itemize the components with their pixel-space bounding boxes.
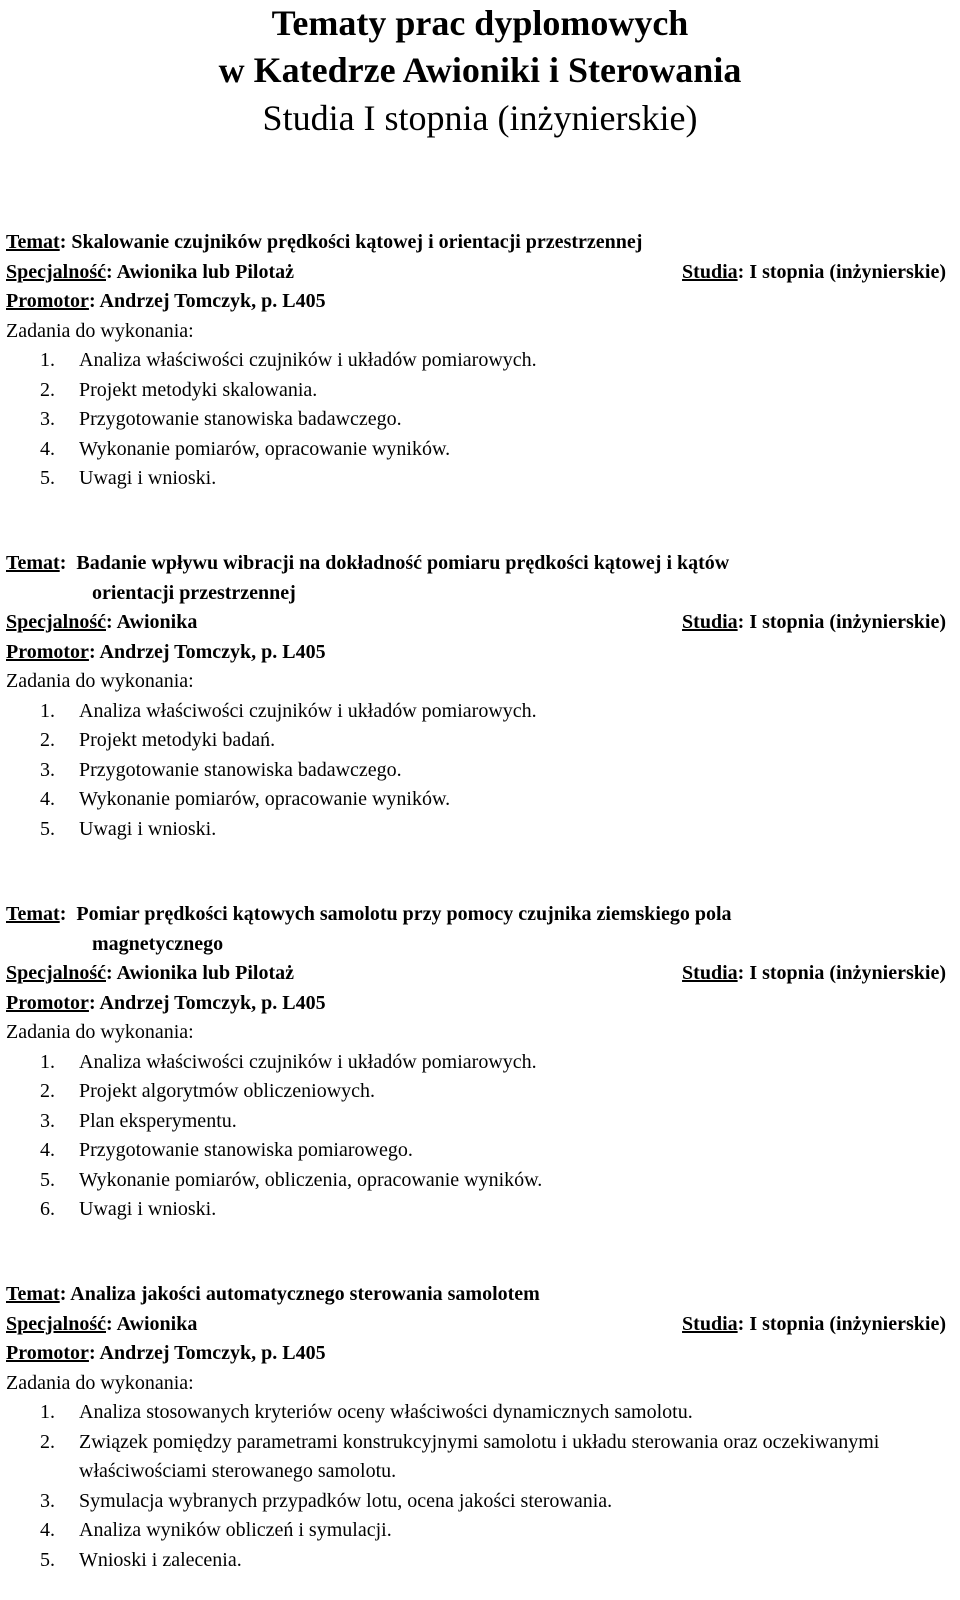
- studies-value: I stopnia (inżynierskie): [749, 260, 946, 283]
- promoter-row: Promotor: Andrzej Tomczyk, p. L405: [6, 640, 326, 663]
- temat-label: Temat: [6, 1283, 60, 1305]
- specialty-row: Specjalność: Awionika Studia: I stopnia (inżynierskie): [6, 608, 956, 638]
- tasks-heading: Zadania do wykonania:: [6, 670, 194, 692]
- task-item: 4. Wykonanie pomiarów, opracowanie wyników.: [40, 788, 451, 810]
- specialty-row: Specjalność: Awionika lub Pilotaż Studia: I stopnia (inżynierskie): [6, 959, 956, 989]
- specialty-label: Specjalność: [6, 1312, 106, 1335]
- task-item: 2. Związek pomiędzy parametrami konstrukcyjnymi samolotu i układu sterowania oraz oczekiwanymi właściwościami sterowanego samolotu.: [40, 1430, 880, 1482]
- header-subtitle: Studia I stopnia (inżynierskie): [262, 98, 698, 138]
- studies-value: I stopnia (inżynierskie): [749, 962, 946, 984]
- studies-info: Studia: I stopnia (inżynierskie): [682, 260, 946, 283]
- tasks-list: [6, 346, 956, 494]
- tasks-list: [6, 1398, 956, 1575]
- task-item: 5. Wykonanie pomiarów, obliczenia, opracowanie wyników.: [40, 1168, 543, 1191]
- topic-title-text: Analiza jakości automatycznego sterowania samolotem: [70, 1283, 540, 1305]
- task-item: 5. Uwagi i wnioski.: [40, 467, 217, 489]
- topic-4: [6, 1280, 956, 1575]
- studies-label: Studia: [682, 260, 738, 283]
- topic-1: [6, 228, 956, 494]
- task-item: 1. Analiza właściwości czujników i układów pomiarowych.: [40, 1050, 537, 1073]
- task-item: 1. Analiza właściwości czujników i układów pomiarowych.: [40, 699, 537, 722]
- task-item: 4. Analiza wyników obliczeń i symulacji.: [40, 1519, 392, 1541]
- tasks-list: [6, 697, 956, 845]
- task-item: 2. Projekt metodyki badań.: [40, 729, 276, 751]
- promoter-row: Promotor: Andrzej Tomczyk, p. L405: [6, 1342, 326, 1364]
- task-item: 2. Projekt metodyki skalowania.: [40, 378, 318, 401]
- temat-label: Temat: [6, 552, 60, 574]
- promoter-value: Andrzej Tomczyk, p. L405: [99, 1342, 326, 1364]
- promoter-value: Andrzej Tomczyk, p. L405: [99, 290, 326, 312]
- tasks-list: [6, 1048, 956, 1225]
- temat-label: Temat: [6, 903, 60, 925]
- task-item: 2. Projekt algorytmów obliczeniowych.: [40, 1080, 376, 1102]
- specialty-label: Specjalność: [6, 260, 106, 283]
- task-item: 1. Analiza właściwości czujników i układów pomiarowych.: [40, 349, 537, 371]
- task-item: 3. Plan eksperymentu.: [40, 1109, 237, 1132]
- topic-title: Temat: Skalowanie czujników prędkości kątowej i orientacji przestrzennej: [6, 231, 643, 253]
- task-item: 4. Przygotowanie stanowiska pomiarowego.: [40, 1139, 413, 1161]
- specialty-value: Awionika lub Pilotaż: [116, 962, 294, 984]
- promoter-row: Promotor: Andrzej Tomczyk, p. L405: [6, 290, 326, 312]
- specialty-value: Awionika: [116, 1312, 198, 1335]
- promoter-label: Promotor: [6, 991, 89, 1014]
- studies-label: Studia: [682, 611, 738, 633]
- promoter-label: Promotor: [6, 1342, 89, 1364]
- topic-title-continuation: magnetycznego: [92, 932, 224, 955]
- tasks-heading: Zadania do wykonania:: [6, 319, 194, 342]
- topic-2: [6, 549, 956, 844]
- studies-info: Studia: I stopnia (inżynierskie): [682, 611, 946, 633]
- task-item: 4. Wykonanie pomiarów, opracowanie wyników.: [40, 437, 451, 460]
- promoter-value: Andrzej Tomczyk, p. L405: [99, 640, 326, 663]
- task-item: 5. Uwagi i wnioski.: [40, 817, 217, 840]
- specialty-value: Awionika: [116, 611, 198, 633]
- studies-label: Studia: [682, 1312, 738, 1335]
- topic-title: Temat: Badanie wpływu wibracji na dokładność pomiaru prędkości kątowej i kątów orientacji przestrzennej: [6, 549, 956, 608]
- temat-label: Temat: [6, 231, 60, 253]
- studies-info: Studia: I stopnia (inżynierskie): [682, 1312, 946, 1335]
- topic-title: Temat: Analiza jakości automatycznego sterowania samolotem: [6, 1283, 540, 1305]
- studies-label: Studia: [682, 962, 738, 984]
- specialty-row: Specjalność: Awionika Studia: I stopnia (inżynierskie): [6, 1310, 956, 1340]
- topic-3: [6, 900, 956, 1225]
- specialty-label: Specjalność: [6, 611, 106, 633]
- task-item: 3. Symulacja wybranych przypadków lotu, ocena jakości sterowania.: [40, 1489, 613, 1512]
- topic-title-text: Pomiar prędkości kątowych samolotu przy pomocy czujnika ziemskiego pola: [76, 903, 732, 925]
- studies-info: Studia: I stopnia (inżynierskie): [682, 962, 946, 984]
- task-item: 3. Przygotowanie stanowiska badawczego.: [40, 758, 402, 781]
- tasks-heading: Zadania do wykonania:: [6, 1371, 194, 1394]
- promoter-row: Promotor: Andrzej Tomczyk, p. L405: [6, 991, 326, 1014]
- specialty-row: Specjalność: Awionika lub Pilotaż Studia: I stopnia (inżynierskie): [6, 258, 956, 288]
- promoter-label: Promotor: [6, 640, 89, 663]
- tasks-heading: Zadania do wykonania:: [6, 1021, 194, 1043]
- topic-title-continuation: orientacji przestrzennej: [92, 581, 296, 604]
- task-item: 1. Analiza stosowanych kryteriów oceny właściwości dynamicznych samolotu.: [40, 1401, 693, 1423]
- specialty-label: Specjalność: [6, 962, 106, 984]
- studies-value: I stopnia (inżynierskie): [749, 611, 946, 633]
- topic-title-text: Badanie wpływu wibracji na dokładność pomiaru prędkości kątowej i kątów: [76, 552, 730, 574]
- specialty-value: Awionika lub Pilotaż: [116, 260, 294, 283]
- promoter-value: Andrzej Tomczyk, p. L405: [99, 991, 326, 1014]
- task-item: 5. Wnioski i zalecenia.: [40, 1548, 242, 1571]
- studies-value: I stopnia (inżynierskie): [749, 1312, 946, 1335]
- header-title-line1: Tematy prac dyplomowych: [271, 3, 689, 43]
- promoter-label: Promotor: [6, 290, 89, 312]
- task-item: 6. Uwagi i wnioski.: [40, 1198, 217, 1220]
- document-header: [0, 0, 960, 142]
- topic-title-text: Skalowanie czujników prędkości kątowej i orientacji przestrzennej: [71, 231, 643, 253]
- header-title-line2: w Katedrze Awioniki i Sterowania: [218, 50, 742, 90]
- topic-title: Temat: Pomiar prędkości kątowych samolotu przy pomocy czujnika ziemskiego pola magnetycznego: [6, 900, 956, 959]
- task-item: 3. Przygotowanie stanowiska badawczego.: [40, 408, 402, 430]
